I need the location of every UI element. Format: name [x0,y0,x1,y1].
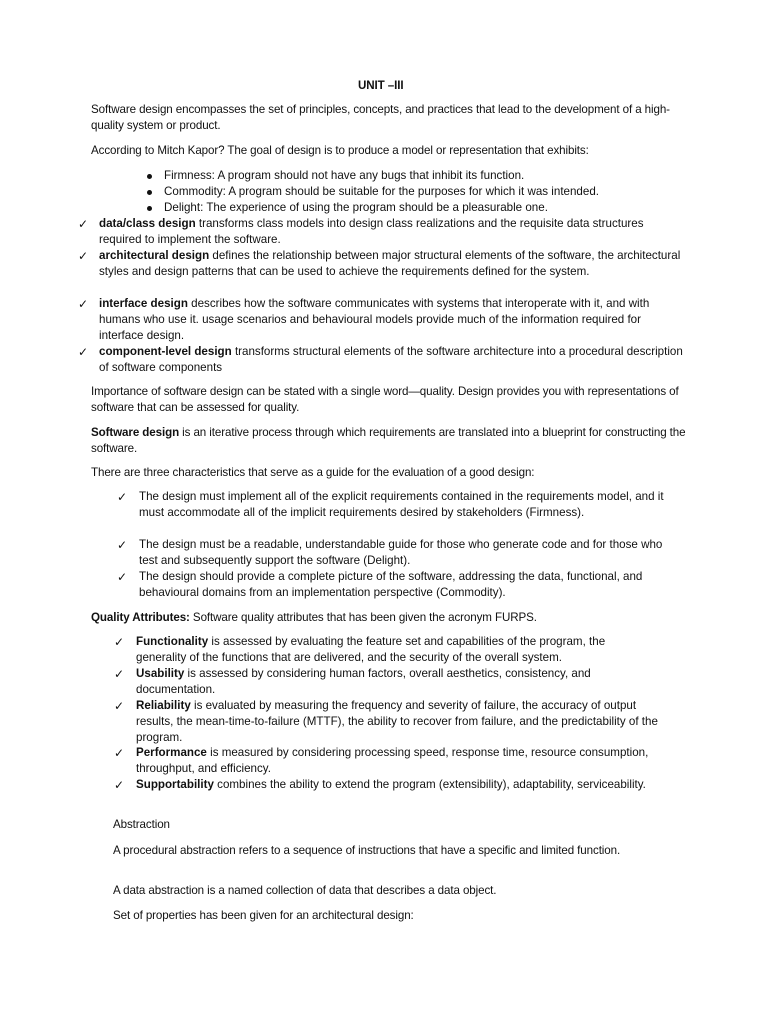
check-icon: ✓ [114,746,125,760]
furps-item: Reliability is evaluated by measuring the frequency and severity of failure, the accuracy of output results, the mean-time-to-failure (MTTF), the ability to recover from failure, and the predictability of the program. [136,699,658,744]
check-icon: ✓ [78,217,89,231]
data-abstraction-paragraph: A data abstraction is a named collection of data that describes a data object. [113,884,497,897]
furps-item: Supportability combines the ability to extend the program (extensibility), adaptability, serviceability. [136,778,646,791]
kapor-item: Delight: The experience of using the program should be a pleasurable one. [164,201,548,214]
software-design-paragraph: Software design is an iterative process through which requirements are translated into a blueprint for constructing the software. [91,426,686,455]
characteristic-item: The design should provide a complete picture of the software, addressing the data, functional, and behavioural domains from an implementation perspective (Commodity). [139,570,643,599]
bullet-dot [147,174,152,179]
characteristic-item: The design must implement all of the explicit requirements contained in the requirements model, and it must accommodate all of the implicit requirements desired by stakeholders (Firmness). [139,490,664,519]
bullet-dot [147,206,152,211]
design-model-item: component-level design transforms structural elements of the software architecture into a procedural description of software components [99,345,683,374]
check-icon: ✓ [114,667,125,681]
abstraction-heading: Abstraction [113,818,170,831]
check-icon: ✓ [117,490,128,504]
architectural-properties-paragraph: Set of properties has been given for an architectural design: [113,909,414,922]
check-icon: ✓ [78,249,89,263]
kapor-item: Firmness: A program should not have any bugs that inhibit its function. [164,169,525,182]
check-icon: ✓ [78,345,89,359]
furps-item: Performance is measured by considering processing speed, response time, resource consumption, throughput, and efficiency. [136,746,649,775]
quality-attributes-paragraph: Quality Attributes: Software quality attributes that has been given the acronym FURPS. [91,611,537,624]
design-model-item: architectural design defines the relationship between major structural elements of the software, the architectural styles and design patterns that can be used to achieve the requirements defined for the system. [99,249,681,278]
check-icon: ✓ [117,538,128,552]
kapor-paragraph: According to Mitch Kapor? The goal of design is to produce a model or representation that exhibits: [91,144,589,157]
design-model-item: interface design describes how the software communicates with systems that interoperate with it, and with humans who use it. usage scenarios and behavioural models provide much of the information required for interface design. [99,297,650,342]
characteristic-item: The design must be a readable, understandable guide for those who generate code and for those who test and subsequently support the software (Delight). [139,538,663,567]
bullet-dot [147,190,152,195]
importance-paragraph: Importance of software design can be stated with a single word—quality. Design provides you with representations of software that can be assessed for quality. [91,385,679,414]
intro-paragraph: Software design encompasses the set of principles, concepts, and practices that lead to the development of a high-quality system or product. [91,103,670,132]
procedural-abstraction-paragraph: A procedural abstraction refers to a sequence of instructions that have a specific and limited function. [113,844,621,857]
check-icon: ✓ [78,297,89,311]
check-icon: ✓ [117,570,128,584]
design-model-item: data/class design transforms class models into design class realizations and the requisite data structures required to implement the software. [99,217,644,246]
page-title: UNIT –III [358,79,404,92]
three-characteristics-paragraph: There are three characteristics that serve as a guide for the evaluation of a good design: [91,466,535,479]
furps-item: Usability is assessed by considering human factors, overall aesthetics, consistency, and documentation. [136,667,591,696]
kapor-item: Commodity: A program should be suitable for the purposes for which it was intended. [164,185,599,198]
check-icon: ✓ [114,699,125,713]
check-icon: ✓ [114,635,125,649]
check-icon: ✓ [114,778,125,792]
furps-item: Functionality is assessed by evaluating the feature set and capabilities of the program, the generality of the functions that are delivered, and the security of the overall system. [136,635,606,664]
